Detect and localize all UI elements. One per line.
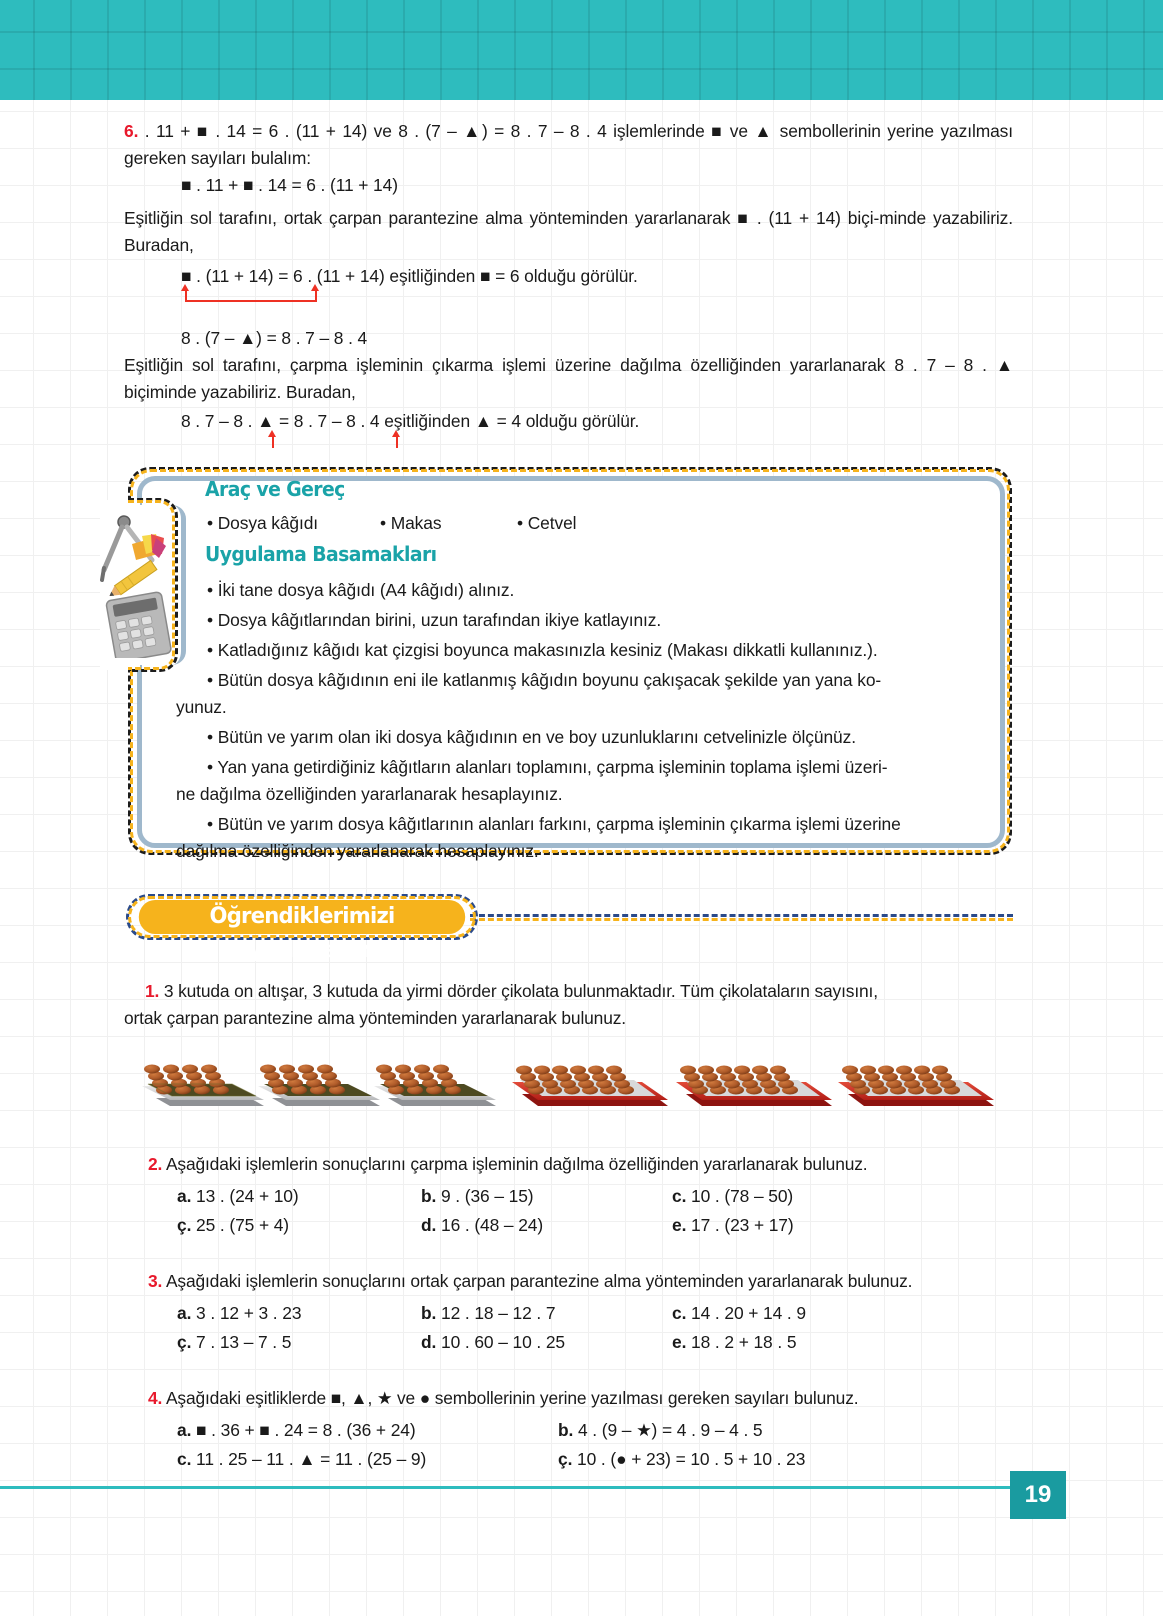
arrow-annotation-3: [392, 430, 412, 448]
exercise-4-item-cc-label: ç.: [558, 1449, 573, 1469]
exercise-3-item-cc-label: ç.: [177, 1332, 192, 1352]
exercise-4-item-a: [177, 1420, 416, 1441]
exercise-4-item-cc-expr: 10 . (● + 23) = 10 . 5 + 10 . 23: [577, 1449, 806, 1469]
exercise-2-item-b-label: b.: [421, 1186, 437, 1206]
exercise-2-item-e: [672, 1215, 794, 1236]
exercise-2-text: Aşağıdaki işlemlerin sonuçlarını çarpma işleminin dağılma özelliğinden yararlanarak bulunuz.: [165, 1154, 868, 1174]
activity-step-0: • İki tane dosya kâğıdı (A4 kâğıdı) alınız.: [207, 580, 515, 600]
exercise-4: [148, 1385, 1013, 1412]
problem-6-equation-4: 8 . 7 – 8 . ▲ = 8 . 7 – 8 . 4 eşitliğinden ▲ = 4 olduğu görülür.: [181, 411, 640, 431]
exercise-2-item-c-expr: 10 . (78 – 50): [691, 1186, 794, 1206]
exercise-2-item-a: [177, 1186, 299, 1207]
exercise-3-item-e: [672, 1332, 796, 1353]
exercise-1-number: 1.: [145, 981, 160, 1001]
problem-6-paragraph-1: Eşitliğin sol tarafını, ortak çarpan parantezine alma yönteminden yararlanarak ■ . (11 + 14) biçi-minde yazabiliriz. Buradan,: [124, 208, 1013, 255]
exercise-2-item-d-expr: 16 . (48 – 24): [441, 1215, 544, 1235]
problem-6-equation-3: 8 . (7 – ▲) = 8 . 7 – 8 . 4: [181, 328, 368, 348]
activity-step-1: • Dosya kâğıtlarından birini, uzun tarafından ikiye katlayınız.: [207, 610, 662, 630]
activity-tool-item-2: • Cetvel: [517, 513, 577, 533]
exercise-2-item-a-label: a.: [177, 1186, 192, 1206]
problem-6-text: . 11 + ■ . 14 = 6 . (11 + 14) ve 8 . (7 – ▲) = 8 . 7 – 8 . 4 işlemlerinde ■ ve ▲ sembollerinin yerine yazılması gereken sayıları bulalım:: [124, 121, 1013, 168]
problem-6-equation-2: ■ . (11 + 14) = 6 . (11 + 14) eşitliğinden ■ = 6 olduğu görülür.: [181, 266, 638, 286]
exercise-4-text: Aşağıdaki eşitliklerde ■, ▲, ★ ve ● sembollerinin yerine yazılması gereken sayıları bulunuz.: [165, 1388, 859, 1408]
exercise-3-item-a: [177, 1303, 301, 1324]
exercise-3-item-b: [421, 1303, 555, 1324]
exercise-2-item-a-expr: 13 . (24 + 10): [196, 1186, 299, 1206]
activity-step-4: yunuz.: [176, 697, 227, 717]
exercise-3-text: Aşağıdaki işlemlerin sonuçlarını ortak çarpan parantezine alma yönteminden yararlanarak bulunuz.: [165, 1271, 913, 1291]
activity-tool-item-0: • Dosya kâğıdı: [207, 513, 319, 533]
problem-6-number: 6.: [124, 121, 139, 141]
activity-tool-item-1: • Makas: [380, 513, 442, 533]
exercise-2-item-cc-expr: 25 . (75 + 4): [196, 1215, 290, 1235]
section-rule-blue: [470, 914, 1013, 917]
activity-step-3: • Bütün dosya kâğıdının eni ile katlanmış kâğıdın boyunu çakışacak şekilde yan yana ko-: [207, 670, 882, 690]
exercise-1-text-line-1: 3 kutuda on altışar, 3 kutuda da yirmi dörder çikolata bulunmaktadır. Tüm çikolataların sayısını,: [163, 981, 878, 1001]
exercise-2-item-cc-label: ç.: [177, 1215, 192, 1235]
arrow-annotation-1: [181, 284, 326, 302]
exercise-4-item-a-label: a.: [177, 1420, 192, 1440]
exercise-4-item-b-label: b.: [558, 1420, 574, 1440]
exercise-3-item-b-expr: 12 . 18 – 12 . 7: [441, 1303, 556, 1323]
exercise-2-item-b: [421, 1186, 533, 1207]
exercise-2-item-d: [421, 1215, 543, 1236]
exercise-3-item-d: [421, 1332, 565, 1353]
activity-step-2: • Katladığınız kâğıdı kat çizgisi boyunca makasınızla kesiniz (Makası dikkatli kullanınız.).: [207, 640, 878, 660]
exercise-2-item-e-expr: 17 . (23 + 17): [691, 1215, 794, 1235]
activity-tools-heading: Araç ve Gereç: [205, 477, 345, 501]
exercise-4-item-c-expr: 11 . 25 – 11 . ▲ = 11 . (25 – 9): [196, 1449, 427, 1469]
problem-6-paragraph-2: Eşitliğin sol tarafını, çarpma işleminin çıkarma işlemi üzerine dağılma özelliğinden yararlanarak 8 . 7 – 8 . ▲ biçiminde yazabiliriz. Buradan,: [124, 355, 1013, 402]
arrow-annotation-2: [268, 430, 408, 448]
activity-step-8: • Bütün ve yarım dosya kâğıtlarının alanları farkını, çarpma işleminin çıkarma işlemi üzerine: [207, 814, 901, 834]
exercise-3-item-c-expr: 14 . 20 + 14 . 9: [691, 1303, 806, 1323]
exercise-2-item-c: [672, 1186, 793, 1207]
exercise-2-item-c-label: c.: [672, 1186, 687, 1206]
exercise-3-item-a-expr: 3 . 12 + 3 . 23: [196, 1303, 302, 1323]
exercise-3-item-c: [672, 1303, 806, 1324]
exercise-3: [148, 1268, 1013, 1295]
section-rule-yellow: [470, 918, 1013, 921]
exercise-3-item-e-label: e.: [672, 1332, 687, 1352]
exercise-4-item-a-expr: ■ . 36 + ■ . 24 = 8 . (36 + 24): [196, 1420, 416, 1440]
exercise-3-item-e-expr: 18 . 2 + 18 . 5: [691, 1332, 797, 1352]
exercise-2-item-c-cedilla: [177, 1215, 289, 1236]
six-chocolate-boxes-illustration: [0, 1028, 1163, 1120]
exercise-2-item-d-label: d.: [421, 1215, 437, 1235]
exercise-3-item-c-cedilla: [177, 1332, 291, 1353]
exercise-4-number: 4.: [148, 1388, 163, 1408]
exercise-4-item-b-expr: 4 . (9 – ★) = 4 . 9 – 4 . 5: [578, 1420, 763, 1440]
exercise-2-number: 2.: [148, 1154, 163, 1174]
exercise-2: [148, 1151, 1013, 1178]
activity-step-6: • Yan yana getirdiğiniz kâğıtların alanları toplamını, çarpma işleminin toplama işlemi üzeri-: [207, 757, 888, 777]
footer-rule: [0, 1486, 1013, 1489]
exercise-3-item-d-label: d.: [421, 1332, 437, 1352]
exercise-1-text-line-2: ortak çarpan parantezine alma yönteminden yararlanarak bulunuz.: [124, 1008, 626, 1028]
activity-steps-heading: Uygulama Basamakları: [205, 542, 437, 566]
problem-6-equation-1: ■ . 11 + ■ . 14 = 6 . (11 + 14): [181, 175, 398, 195]
problem-6-statement: [124, 118, 1013, 172]
activity-step-5: • Bütün ve yarım olan iki dosya kâğıdının en ve boy uzunluklarını cetvelinizle ölçünüz.: [207, 727, 856, 747]
exercise-1: [145, 978, 1013, 1005]
activity-step-9: dağılma özelliğinden yararlanarak hesaplayınız.: [176, 841, 539, 861]
compass-pencil-ruler-calculator-icon: [96, 508, 186, 658]
exercise-4-item-b: [558, 1420, 762, 1441]
exercise-3-item-b-label: b.: [421, 1303, 437, 1323]
exercise-4-item-c-cedilla: [558, 1449, 805, 1470]
page-number: 19: [1010, 1471, 1066, 1519]
activity-step-7: ne dağılma özelliğinden yararlanarak hesaplayınız.: [176, 784, 563, 804]
exercise-4-item-c: [177, 1449, 426, 1470]
exercise-3-item-c-label: c.: [672, 1303, 687, 1323]
exercise-2-item-b-expr: 9 . (36 – 15): [441, 1186, 534, 1206]
exercise-3-item-a-label: a.: [177, 1303, 192, 1323]
exercise-3-number: 3.: [148, 1271, 163, 1291]
exercise-4-item-c-label: c.: [177, 1449, 192, 1469]
section-badge-label: Öğrendiklerimizi Uygulayalım: [139, 900, 465, 934]
exercise-3-item-cc-expr: 7 . 13 – 7 . 5: [196, 1332, 292, 1352]
exercise-2-item-e-label: e.: [672, 1215, 687, 1235]
exercise-3-item-d-expr: 10 . 60 – 10 . 25: [441, 1332, 566, 1352]
